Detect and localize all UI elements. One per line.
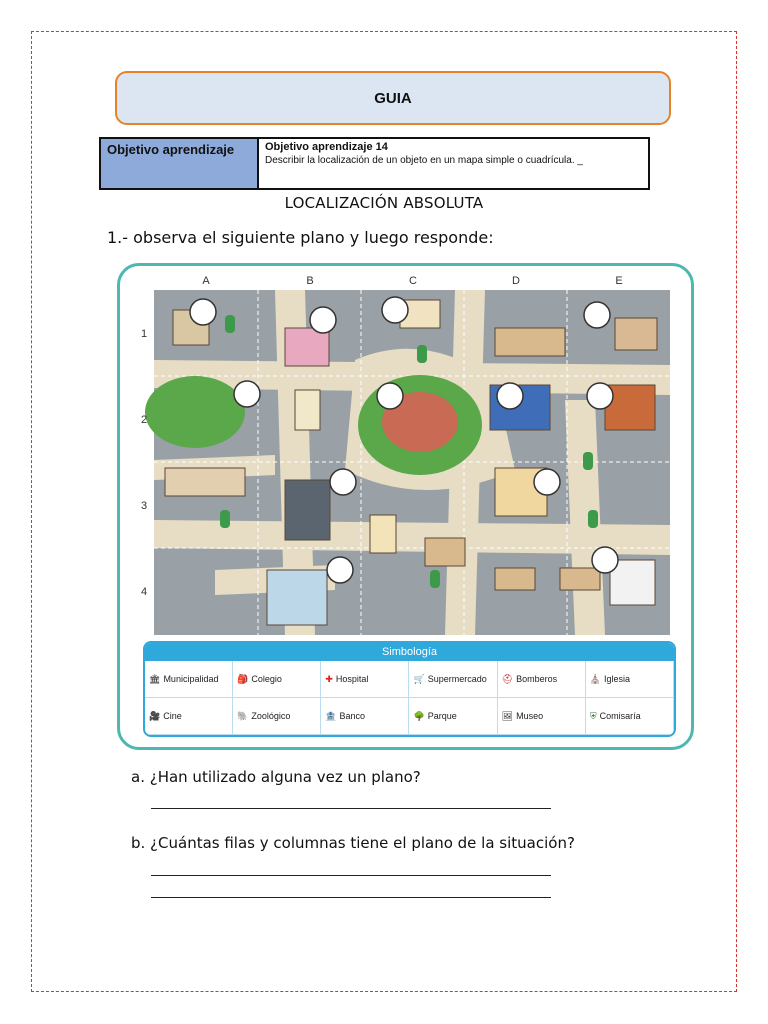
legend-item: 🏦 Banco	[321, 698, 409, 735]
question-a: a. ¿Han utilizado alguna vez un plano?	[131, 768, 421, 786]
column-label: C	[409, 275, 417, 287]
bank-icon: 🏦	[325, 710, 337, 721]
answer-line[interactable]	[151, 875, 551, 876]
section-title: LOCALIZACIÓN ABSOLUTA	[284, 194, 484, 212]
legend-item: ⛨ Comisaría	[586, 698, 674, 735]
question-b: b. ¿Cuántas filas y columnas tiene el plano de la situación?	[131, 834, 575, 852]
legend-item: ✚ Hospital	[321, 661, 409, 698]
legend-item: ⛪ Iglesia	[586, 661, 674, 698]
column-label: D	[512, 275, 520, 287]
legend-item: ⛑ Bomberos	[498, 661, 586, 698]
legend-item: 🎒 Colegio	[233, 661, 321, 698]
page-title: GUIA	[115, 71, 671, 125]
answer-line[interactable]	[151, 897, 551, 898]
movie-camera-icon: 🎥	[149, 710, 161, 721]
city-map	[125, 270, 685, 640]
tree-icon: 🌳	[413, 710, 425, 721]
column-label: B	[306, 275, 314, 287]
answer-line[interactable]	[151, 808, 551, 809]
objective-description: Describir la localización de un objeto en un mapa simple o cuadrícula. _	[265, 155, 583, 166]
column-label: E	[615, 275, 623, 287]
row-label: 4	[140, 586, 148, 598]
legend-item: 🎥 Cine	[145, 698, 233, 735]
row-labels	[141, 328, 147, 598]
objective-table	[99, 137, 650, 190]
legend-item: 🌳 Parque	[409, 698, 497, 735]
row-label: 1	[140, 328, 148, 340]
legend-item: 🖼 Museo	[498, 698, 586, 735]
row-label: 3	[140, 500, 148, 512]
objective-heading: Objetivo aprendizaje 14	[265, 141, 388, 153]
museum-icon: 🖼	[501, 710, 514, 721]
red-cross-icon: ✚	[325, 673, 333, 684]
student-icon: 🎒	[237, 673, 249, 684]
legend-item: 🏛 Municipalidad	[145, 661, 233, 698]
objective-label: Objetivo aprendizaje	[101, 139, 259, 188]
row-label: 2	[140, 414, 148, 426]
legend-title: Simbología	[145, 643, 674, 661]
firefighter-helmet-icon: ⛑	[501, 673, 514, 684]
elephant-icon: 🐘	[237, 710, 249, 721]
legend-item: 🛒 Supermercado	[409, 661, 497, 698]
objective-content	[259, 139, 648, 188]
legend-grid	[145, 661, 674, 735]
town-hall-icon: 🏛	[149, 673, 161, 684]
column-labels	[202, 275, 622, 287]
instruction-text: 1.- observa el siguiente plano y luego responde:	[107, 228, 494, 247]
shopping-cart-icon: 🛒	[413, 673, 425, 684]
legend	[143, 641, 676, 737]
church-icon: ⛪	[589, 673, 602, 684]
legend-item: 🐘 Zoológico	[233, 698, 321, 735]
police-badge-icon: ⛨	[589, 710, 597, 721]
column-label: A	[202, 275, 210, 287]
